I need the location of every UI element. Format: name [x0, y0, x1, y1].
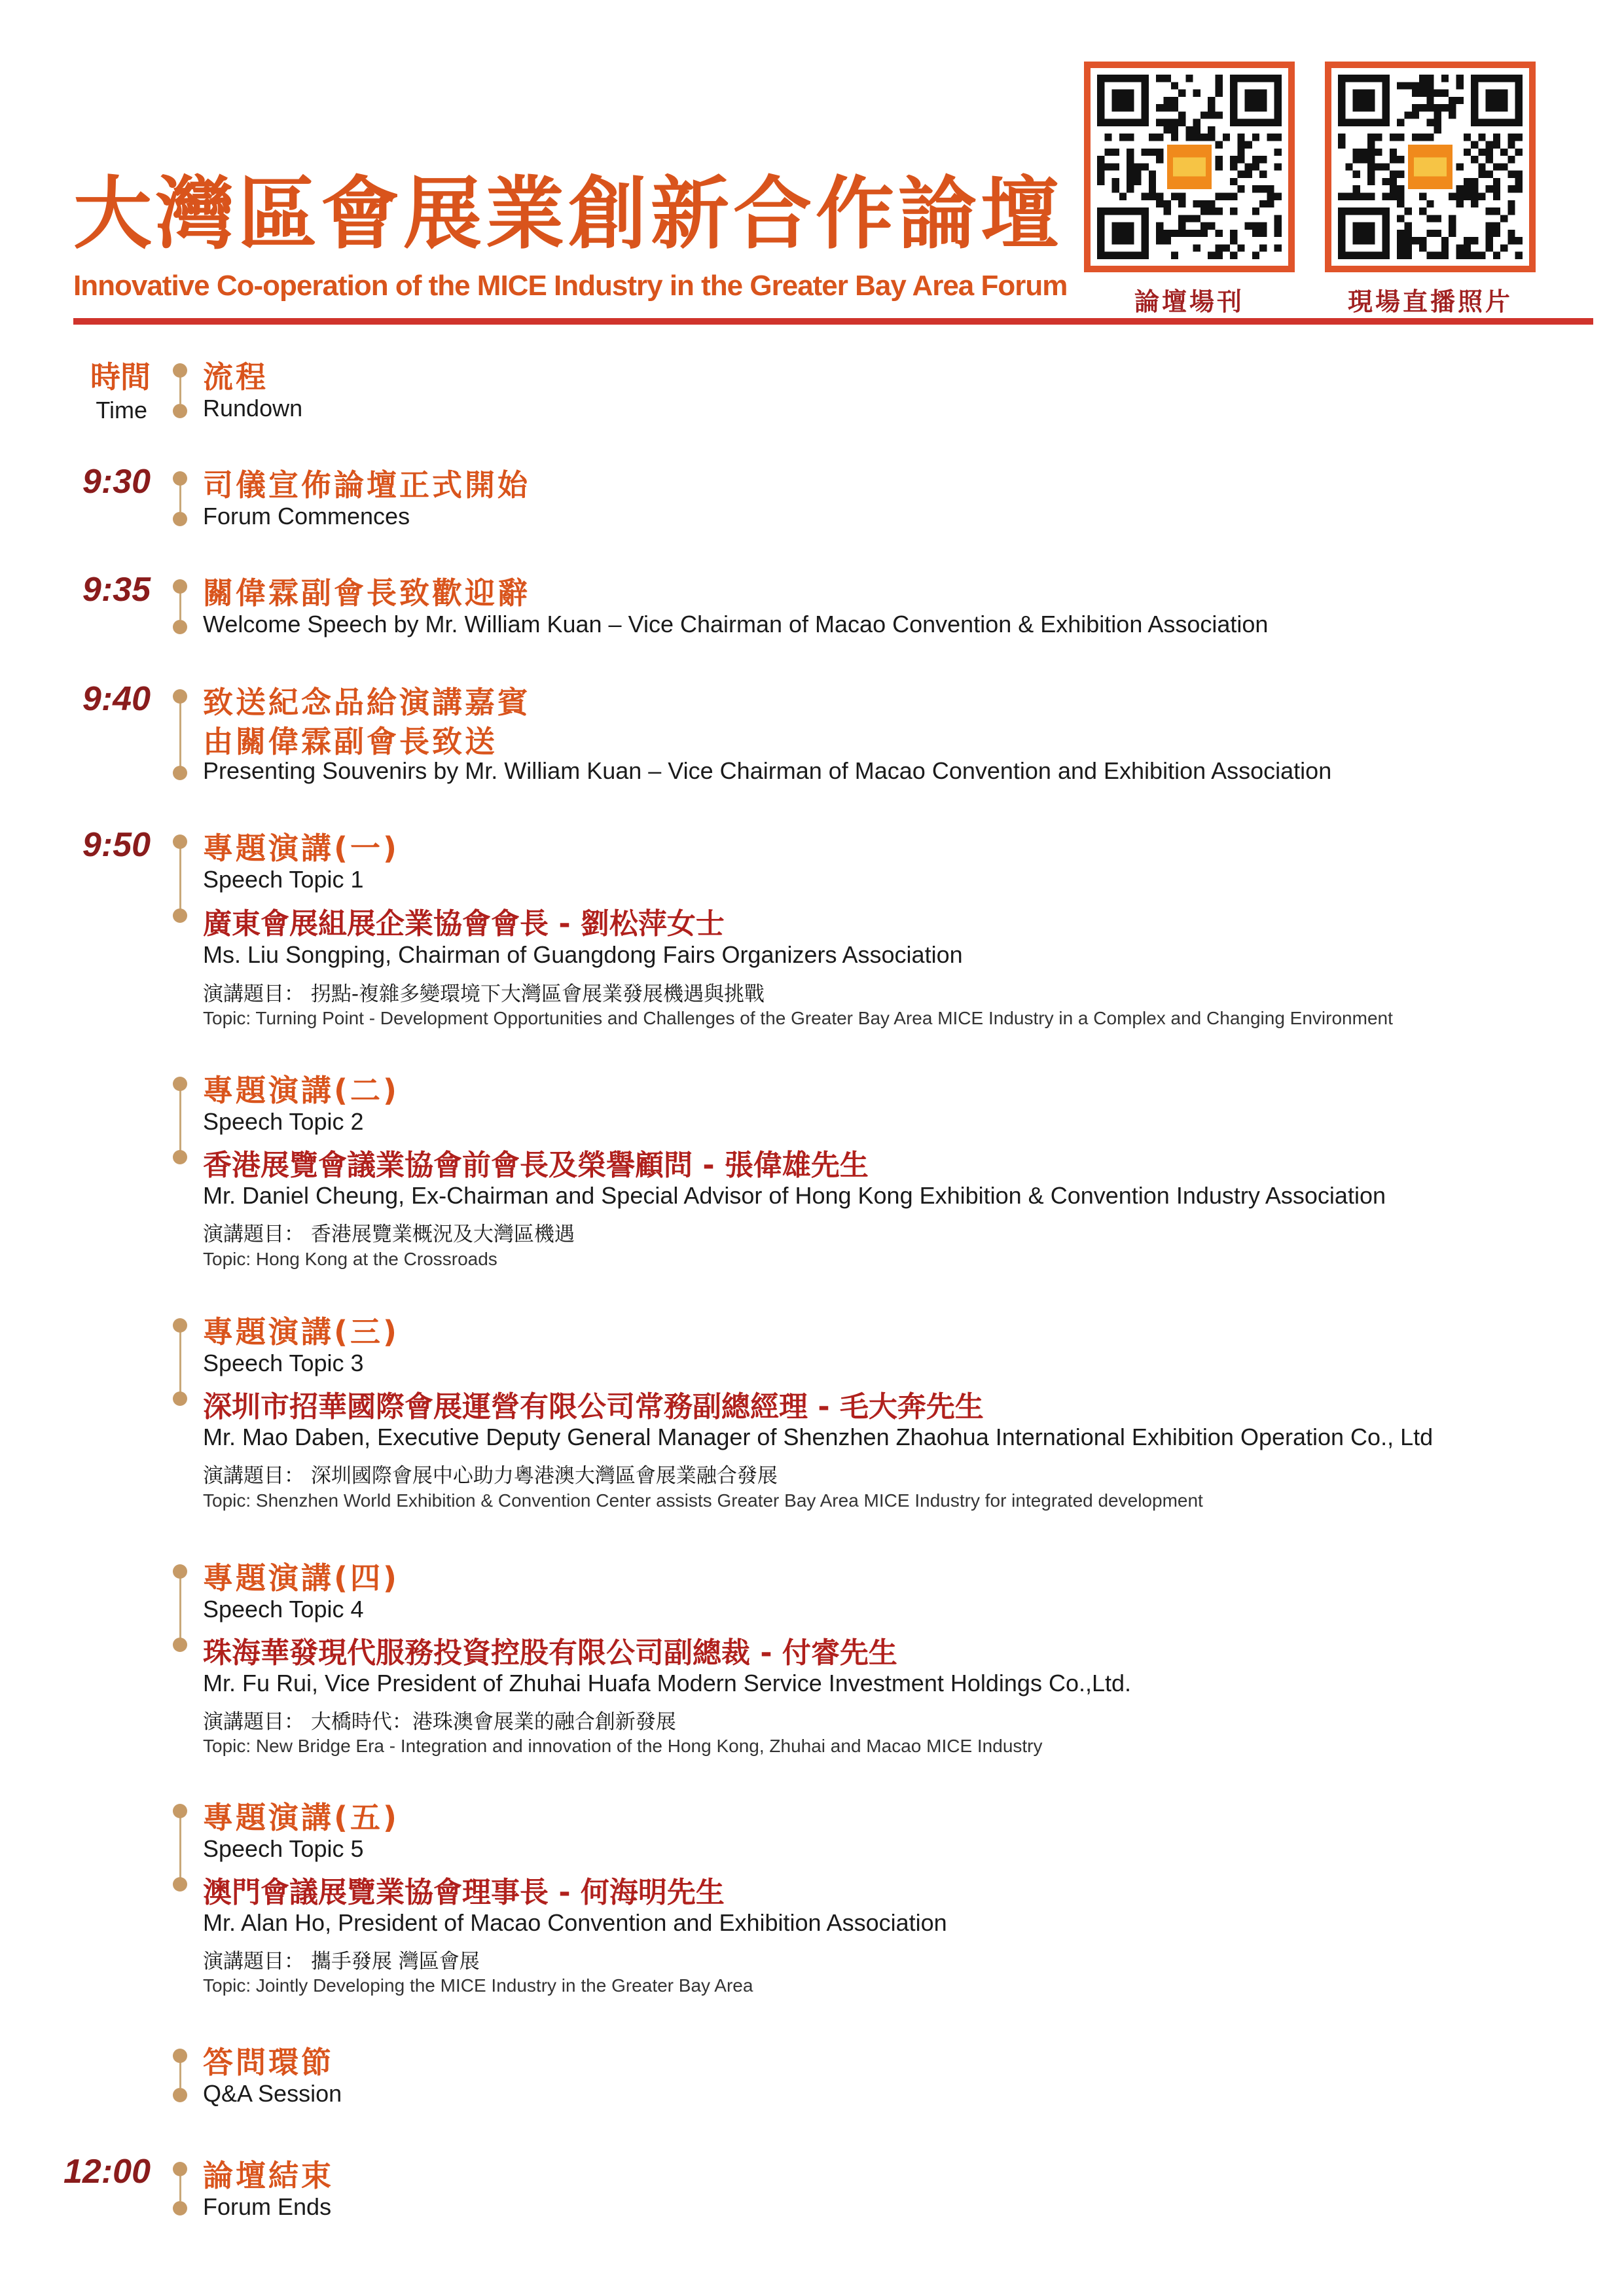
speech-title-en: Speech Topic 4 — [203, 1596, 364, 1623]
speech-title-zh: 專題演講(五) — [203, 1800, 400, 1835]
qr-live-photos[interactable] — [1325, 62, 1536, 317]
forum-title-zh: 大灣區會展業創新合作論壇 — [73, 169, 1063, 260]
agenda-title-en: Welcome Speech by Mr. William Kuan – Vice Chairman of Macao Convention & Exhibition Association — [203, 611, 1269, 637]
qr-code-icon[interactable] — [1325, 62, 1536, 272]
agenda-title-zh: 致送紀念品給演講嘉賓 — [203, 685, 530, 720]
timeline-dot — [173, 834, 187, 849]
timeline-dot — [173, 620, 187, 634]
agenda-title-en: Presenting Souvenirs by Mr. William Kuan – Vice Chairman of Macao Convention and Exhibition Association — [203, 757, 1332, 784]
agenda-title-zh: 論壇結束 — [203, 2158, 334, 2193]
speaker-name-en: Mr. Fu Rui, Vice President of Zhuhai Huafa Modern Service Investment Holdings Co.,Ltd. — [203, 1670, 1132, 1696]
speech-topic-zh: 演講題目： 大橋時代：港珠澳會展業的融合創新發展 — [203, 1710, 676, 1734]
timeline-dot — [173, 471, 187, 486]
agenda-title-en: Forum Ends — [203, 2193, 332, 2220]
timeline-dot — [173, 363, 187, 378]
time-label: 9:35 — [82, 571, 151, 609]
speech-topic-zh: 演講題目： 拐點-複雜多變環境下大灣區會展業發展機遇與挑戰 — [203, 982, 765, 1006]
timeline-connector — [179, 1571, 181, 1643]
agenda-subtitle-zh: 由關偉霖副會長致送 — [203, 724, 497, 759]
speaker-name-zh: 珠海華發現代服務投資控股有限公司副總裁 - 付睿先生 — [203, 1636, 897, 1670]
timeline-dot — [173, 1150, 187, 1164]
time-column-header-en: Time — [96, 397, 147, 423]
header-divider — [73, 318, 1593, 325]
agenda-title-en: Forum Commences — [203, 503, 410, 529]
rundown-header-en: Rundown — [203, 395, 303, 422]
timeline-dot — [173, 404, 187, 418]
time-label: 9:30 — [82, 463, 151, 501]
speech-topic-zh: 演講題目： 攜手發展 灣區會展 — [203, 1950, 480, 1973]
speech-topic-en: Topic: New Bridge Era - Integration and innovation of the Hong Kong, Zhuhai and Macao MICE Industry — [203, 1736, 1043, 1756]
qr-booklet[interactable] — [1084, 62, 1295, 317]
speech-title-en: Speech Topic 1 — [203, 866, 364, 893]
timeline-dot — [173, 1804, 187, 1818]
speech-title-zh: 專題演講(一) — [203, 831, 400, 866]
speaker-name-zh: 深圳市招華國際會展運營有限公司常務副總經理 - 毛大奔先生 — [203, 1390, 984, 1424]
agenda-title-zh: 答問環節 — [203, 2045, 334, 2080]
speaker-name-en: Mr. Mao Daben, Executive Deputy General Manager of Shenzhen Zhaohua International Exhibition Operation Co., Ltd — [203, 1424, 1434, 1450]
speech-topic-en: Topic: Hong Kong at the Crossroads — [203, 1249, 497, 1269]
timeline-connector — [179, 696, 181, 771]
speaker-name-zh: 香港展覽會議業協會前會長及榮譽顧問 - 張偉雄先生 — [203, 1149, 869, 1182]
qr-booklet-caption: 論壇場刊 — [1134, 287, 1244, 316]
time-column-header-zh: 時間 — [90, 359, 151, 395]
timeline-dot — [173, 1638, 187, 1652]
time-label: 9:40 — [82, 680, 151, 718]
speaker-name-en: Ms. Liu Songping, Chairman of Guangdong Fairs Organizers Association — [203, 941, 963, 968]
speech-title-zh: 專題演講(二) — [203, 1073, 400, 1108]
speech-title-zh: 專題演講(三) — [203, 1314, 400, 1350]
speech-topic-en: Topic: Jointly Developing the MICE Industry in the Greater Bay Area — [203, 1975, 753, 1996]
speech-title-en: Speech Topic 2 — [203, 1108, 364, 1135]
timeline-dot — [173, 1391, 187, 1406]
rundown-header-zh: 流程 — [203, 359, 268, 395]
timeline-connector — [179, 841, 181, 914]
agenda-title-en: Q&A Session — [203, 2080, 342, 2107]
timeline-dot — [173, 1077, 187, 1091]
speaker-name-en: Mr. Alan Ho, President of Macao Convention and Exhibition Association — [203, 1909, 947, 1936]
timeline-dot — [173, 512, 187, 526]
timeline-dot — [173, 2049, 187, 2063]
speaker-name-zh: 廣東會展組展企業協會會長 - 劉松萍女士 — [203, 907, 725, 941]
timeline-connector — [179, 1810, 181, 1882]
qr-code-icon[interactable] — [1084, 62, 1295, 272]
timeline-connector — [179, 1325, 181, 1397]
time-label: 12:00 — [63, 2153, 151, 2191]
speech-topic-en: Topic: Shenzhen World Exhibition & Convention Center assists Greater Bay Area MICE Industry for integrated development — [203, 1490, 1203, 1511]
speaker-name-en: Mr. Daniel Cheung, Ex-Chairman and Special Advisor of Hong Kong Exhibition & Convention Industry Association — [203, 1182, 1386, 1209]
timeline-dot — [173, 2088, 187, 2102]
timeline-dot — [173, 579, 187, 594]
timeline-dot — [173, 1877, 187, 1892]
speech-title-zh: 專題演講(四) — [203, 1560, 400, 1596]
timeline-dot — [173, 1564, 187, 1579]
speech-title-en: Speech Topic 3 — [203, 1350, 364, 1376]
timeline-dot — [173, 2201, 187, 2215]
speech-topic-zh: 演講題目： 深圳國際會展中心助力粵港澳大灣區會展業融合發展 — [203, 1464, 778, 1488]
timeline-dot — [173, 766, 187, 780]
timeline-dot — [173, 689, 187, 704]
timeline-dot — [173, 1318, 187, 1333]
speaker-name-zh: 澳門會議展覽業協會理事長 - 何海明先生 — [203, 1876, 725, 1909]
timeline-dot — [173, 908, 187, 923]
speech-title-en: Speech Topic 5 — [203, 1835, 364, 1862]
timeline-connector — [179, 1083, 181, 1155]
timeline-dot — [173, 2162, 187, 2176]
agenda-title-zh: 司儀宣佈論壇正式開始 — [203, 467, 530, 503]
speech-topic-zh: 演講題目： 香港展覽業概況及大灣區機遇 — [203, 1223, 575, 1246]
time-label: 9:50 — [82, 826, 151, 864]
forum-title-en: Innovative Co-operation of the MICE Industry in the Greater Bay Area Forum — [73, 270, 1068, 302]
qr-live-photos-caption: 現場直播照片 — [1347, 287, 1513, 316]
speech-topic-en: Topic: Turning Point - Development Opportunities and Challenges of the Greater Bay Area MICE Industry in a Complex and Changing Environment — [203, 1008, 1393, 1028]
agenda-title-zh: 關偉霖副會長致歡迎辭 — [203, 575, 530, 611]
